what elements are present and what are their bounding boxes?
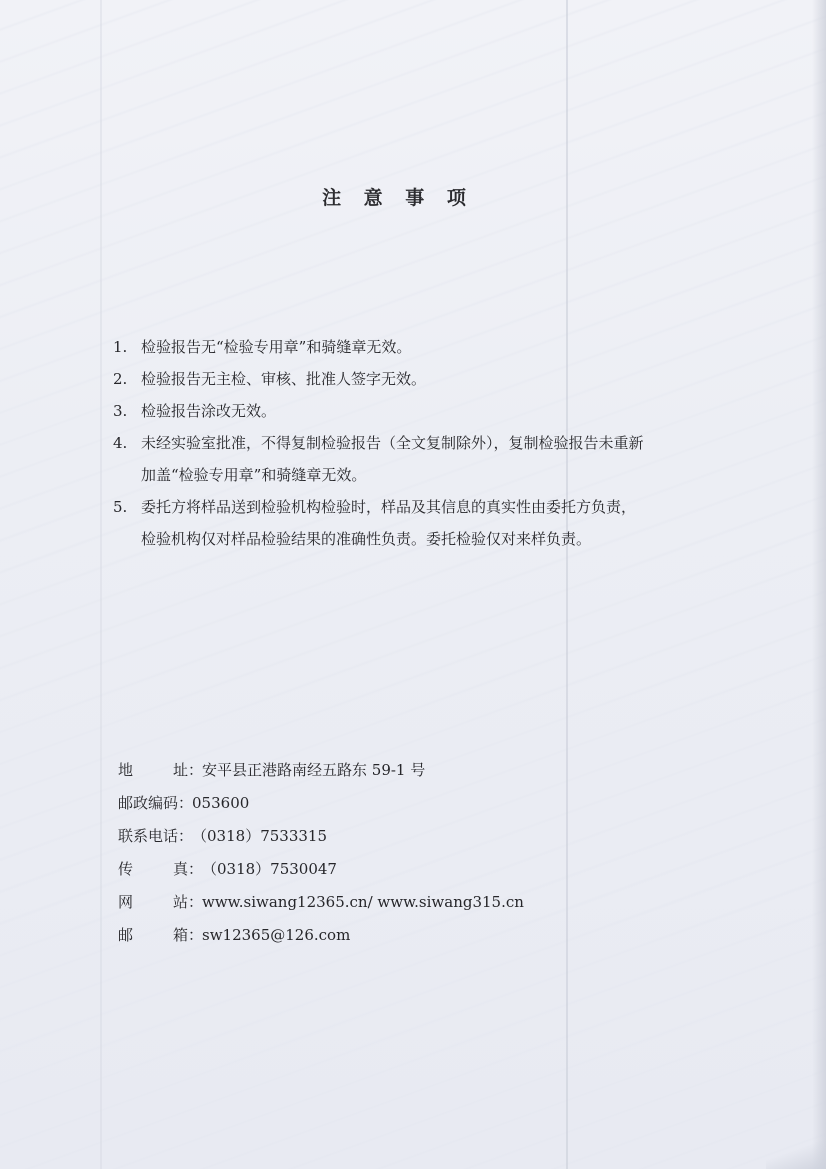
contact-fax: [118, 853, 678, 886]
notice-number: 2.: [113, 370, 128, 388]
notice-list: [113, 331, 713, 555]
notice-number: 4.: [113, 434, 128, 452]
page-corner-fold: [766, 1139, 826, 1169]
notice-item-4: [113, 427, 713, 491]
label-colon: ：: [188, 761, 204, 779]
contact-address: [118, 754, 678, 787]
email-label: [118, 919, 188, 952]
phone-label: 联系电话: [118, 827, 179, 845]
page-edge-shadow: [812, 0, 826, 1169]
postcode-label: 邮政编码: [118, 794, 179, 812]
fax-label: [118, 853, 188, 886]
notice-text: 检验报告无“检验专用章”和骑缝章无效。: [141, 338, 412, 356]
address-label-part: 址: [172, 761, 188, 779]
page-title: 注 意 事 项: [322, 187, 474, 209]
contact-email: [118, 919, 678, 952]
label-colon: ：: [188, 893, 204, 911]
notice-number: 3.: [113, 402, 128, 420]
label-colon: ：: [178, 794, 194, 812]
label-colon: ：: [178, 827, 194, 845]
website-label: [118, 886, 188, 919]
website-value: www.siwang12365.cn/ www.siwang315.cn: [202, 893, 524, 911]
contact-info: [118, 754, 678, 952]
notice-text: 检验报告涂改无效。: [141, 402, 277, 420]
website-label-part: 站: [172, 893, 188, 911]
contact-phone: [118, 820, 678, 853]
notice-number: 5.: [113, 498, 128, 516]
notice-text-continued: 检验机构仅对样品检验结果的准确性负责。委托检验仅对来样负责。: [141, 530, 592, 548]
email-label-part: 箱: [172, 926, 188, 944]
email-value: sw12365@126.com: [202, 926, 351, 944]
notice-item-2: [113, 363, 713, 395]
label-colon: ：: [188, 926, 204, 944]
notice-item-3: [113, 395, 713, 427]
notice-item-5: [113, 491, 713, 555]
postcode-value: 053600: [192, 794, 250, 812]
fax-value: （0318）7530047: [202, 860, 337, 878]
website-label-part: 网: [118, 893, 134, 911]
contact-website: [118, 886, 678, 919]
fax-label-part: 真: [172, 860, 188, 878]
notice-text: 检验报告无主检、审核、批准人签字无效。: [141, 370, 427, 388]
email-label-part: 邮: [118, 926, 134, 944]
notice-number: 1.: [113, 338, 128, 356]
contact-postcode: [118, 787, 678, 820]
address-label-part: 地: [118, 761, 134, 779]
fax-label-part: 传: [118, 860, 134, 878]
notice-text: 委托方将样品送到检验机构检验时，样品及其信息的真实性由委托方负责，: [141, 498, 637, 516]
address-label: [118, 754, 188, 787]
notice-text-continued: 加盖“检验专用章”和骑缝章无效。: [141, 466, 367, 484]
notice-item-1: [113, 331, 713, 363]
label-colon: ：: [188, 860, 204, 878]
address-value: 安平县正港路南经五路东 59-1 号: [202, 761, 426, 779]
phone-value: （0318）7533315: [192, 827, 327, 845]
notice-text: 未经实验室批准，不得复制检验报告（全文复制除外），复制检验报告未重新: [141, 434, 644, 452]
